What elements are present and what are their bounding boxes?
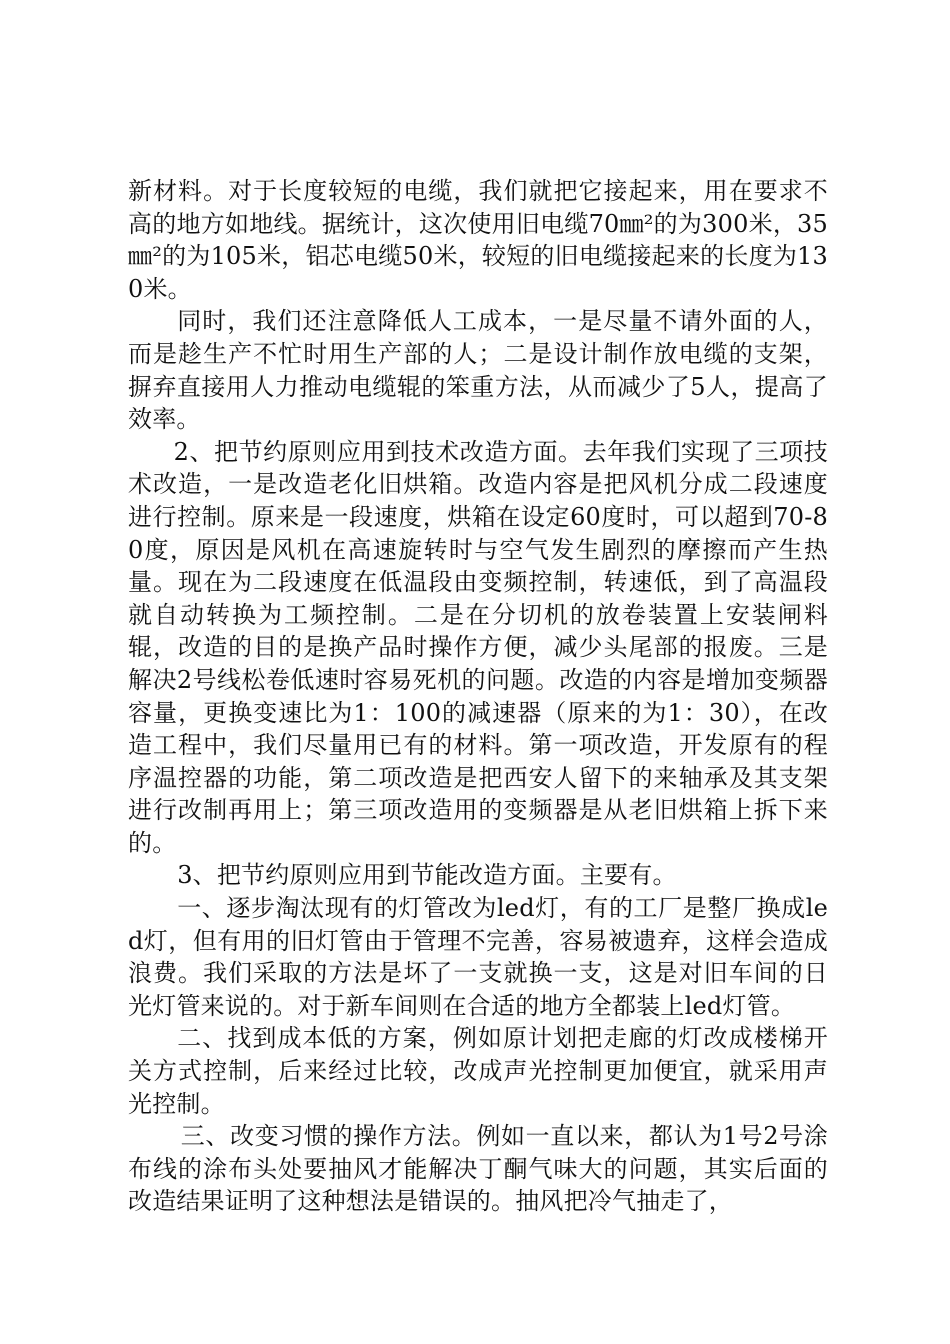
paragraph-operation-habits: 三、改变习惯的操作方法。例如一直以来，都认为1号2号涂布线的涂布头处要抽风才能解决丁酮气味大的问题，其实后面的改造结果证明了这种想法是错误的。抽风把冷气抽走了， — [128, 1122, 828, 1216]
paragraph-technical-upgrade: 2、把节约原则应用到技术改造方面。去年我们实现了三项技术改造，一是改造老化旧烘箱。改造内容是把风机分成二段速度进行控制。原来是一段速度，烘箱在设定60度时，可以超到70-80度，原因是风机在高速旋转时与空气发生剧烈的摩擦而产生热量。现在为二段速度在低温段由变频控制，转速低，到了高温段就自动转换为工频控制。二是在分切机的放卷装置上安装闸料辊，改造的目的是换产品时操作方便，减少头尾部的报废。三是解决2号线松卷低速时容易死机的问题。改造的内容是增加变频器容量，更换变速比为1：100的减速器（原来的为1：30），在改造工程中，我们尽量用已有的材料。第一项改造，开发原有的程序温控器的功能，第二项改造是把西安人留下的来轴承及其支架进行改制再用上；第三项改造用的变频器是从老旧烘箱上拆下来的。 — [128, 437, 828, 857]
document-body — [128, 175, 828, 1218]
paragraph-low-cost-plan: 二、找到成本低的方案，例如原计划把走廊的灯改成楼梯开关方式控制，后来经过比较，改成声光控制更加便宜，就采用声光控制。 — [128, 1024, 828, 1118]
paragraph-old-cable-reuse: 新材料。对于长度较短的电缆，我们就把它接起来，用在要求不高的地方如地线。据统计，这次使用旧电缆70㎜²的为300米，35㎜²的为105米，铝芯电缆50米，较短的旧电缆接起来的长度为130米。 — [128, 177, 828, 303]
paragraph-labor-cost: 同时，我们还注意降低人工成本，一是尽量不请外面的人，而是趁生产不忙时用生产部的人；二是设计制作放电缆的支架，摒弃直接用人力推动电缆辊的笨重方法，从而减少了5人，提高了效率。 — [128, 307, 828, 434]
paragraph-energy-saving-heading: 3、把节约原则应用到节能改造方面。主要有。 — [177, 861, 677, 890]
paragraph-led-lights: 一、逐步淘汰现有的灯管改为led灯，有的工厂是整厂换成led灯，但有用的旧灯管由于管理不完善，容易被遗弃，这样会造成浪费。我们采取的方法是坏了一支就换一支，这是对旧车间的日光灯管来说的。对于新车间则在合适的地方全都装上led灯管。 — [128, 894, 828, 1020]
